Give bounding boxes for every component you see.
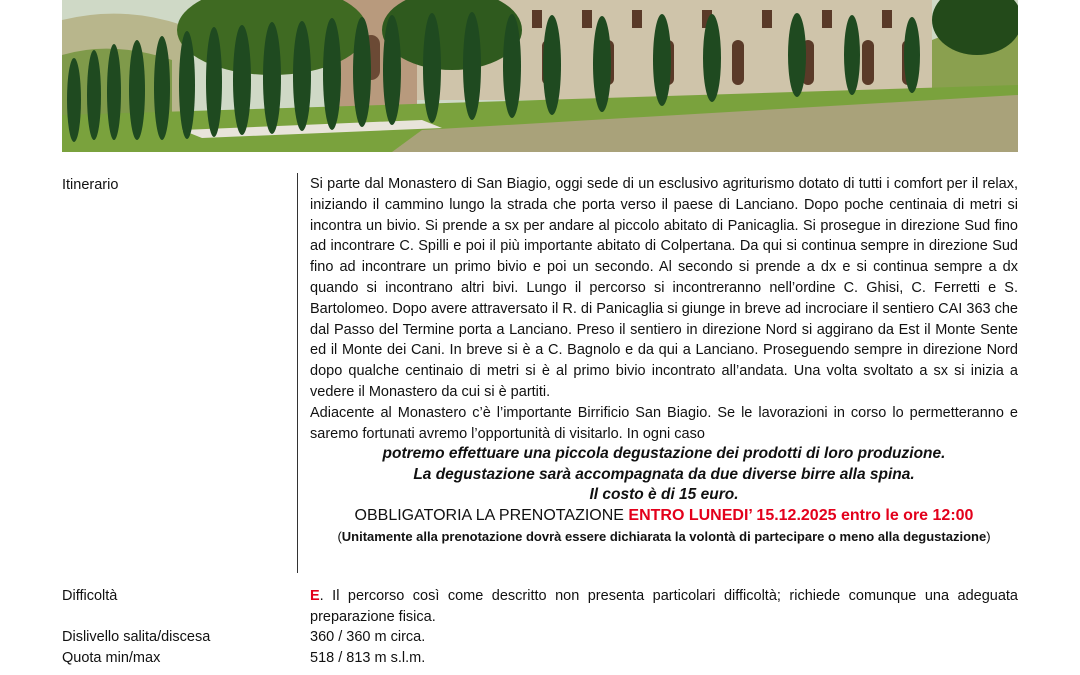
itinerario-text	[310, 174, 1018, 547]
quota-value: 518 / 813 m s.l.m.	[310, 650, 426, 666]
tasting-cost: Il costo è di 15 euro.	[589, 486, 739, 504]
difficolta-text	[310, 586, 1018, 628]
itinerario-paragraph-2: Adiacente al Monastero c’è l’importante Birrificio San Biagio. Se le lavorazioni in corso lo permetteranno e saremo fortunati avremo l’opportunità di visitarlo. In ogni caso	[310, 404, 1018, 442]
difficolta-description: . Il percorso così come descritto non presenta particolari difficoltà; richiede comunque una adeguata preparazione fisica.	[310, 588, 1018, 625]
note-close-paren: )	[986, 528, 991, 544]
quota-label: Quota min/max	[62, 650, 161, 666]
tasting-line-2: La degustazione sarà accompagnata da due diverse birre alla spina.	[413, 465, 915, 483]
note-open-paren: (	[337, 528, 342, 544]
tasting-line-1: potremo effettuare una piccola degustazione dei prodotti di loro produzione.	[382, 445, 946, 463]
booking-note-text: Unitamente alla prenotazione dovrà essere dichiarata la volontà di partecipare o meno alla degustazione	[341, 528, 987, 544]
itinerario-label: Itinerario	[62, 177, 119, 193]
booking-deadline: ENTRO LUNEDI’ 15.12.2025 entro le ore 12:00	[628, 506, 974, 524]
difficolta-label: Difficoltà	[62, 588, 118, 604]
header-photo-monastery	[62, 0, 1018, 152]
booking-line	[310, 506, 1018, 527]
dislivello-value: 360 / 360 m circa.	[310, 629, 426, 645]
booking-prefix: OBBLIGATORIA LA PRENOTAZIONE	[354, 506, 629, 524]
difficolta-grade: E	[310, 588, 320, 604]
booking-note	[310, 527, 1018, 548]
itinerario-paragraph-1: Si parte dal Monastero di San Biagio, oggi sede di un esclusivo agriturismo dotato di tutti i comfort per il relax, iniziando il cammino lungo la strada che porta verso il paese di Lanciano. Dopo poche centinaia di metri si incontra un bivio. Si prende a sx per andare al piccolo abitato di Panicaglia. Si prosegue in direzione Sud fino ad incontrare C. Spilli e poi il più importante abitato di Colpertana. Da qui si continua sempre in direzione Sud fino ad incontrare un primo bivio e poi un secondo. Al secondo si prende a dx e si continua sempre a dx quando si incontrano altri bivi. Lungo il percorso si incontreranno nell’ordine C. Ghisi, C. Ferretti e S. Bartolomeo. Dopo avere attraversato il R. di Panicaglia si giunge in breve ad incrociare il sentiero CAI 363 che dal Passo del Termine porta a Lanciano. Preso il sentiero in direzione Nord si aggirano da Est il Monte Sente ed il Monte dei Cani. In breve si è a C. Bagnolo e da qui a Lanciano. Proseguendo sempre in direzione Nord dopo qualche centinaio di metri si è al primo bivio incontrato all’andata. Una volta svoltato a sx si inizia a vedere il Monastero da cui si è partiti.	[310, 176, 1018, 400]
column-divider	[297, 173, 298, 573]
dislivello-label: Dislivello salita/discesa	[62, 629, 211, 645]
